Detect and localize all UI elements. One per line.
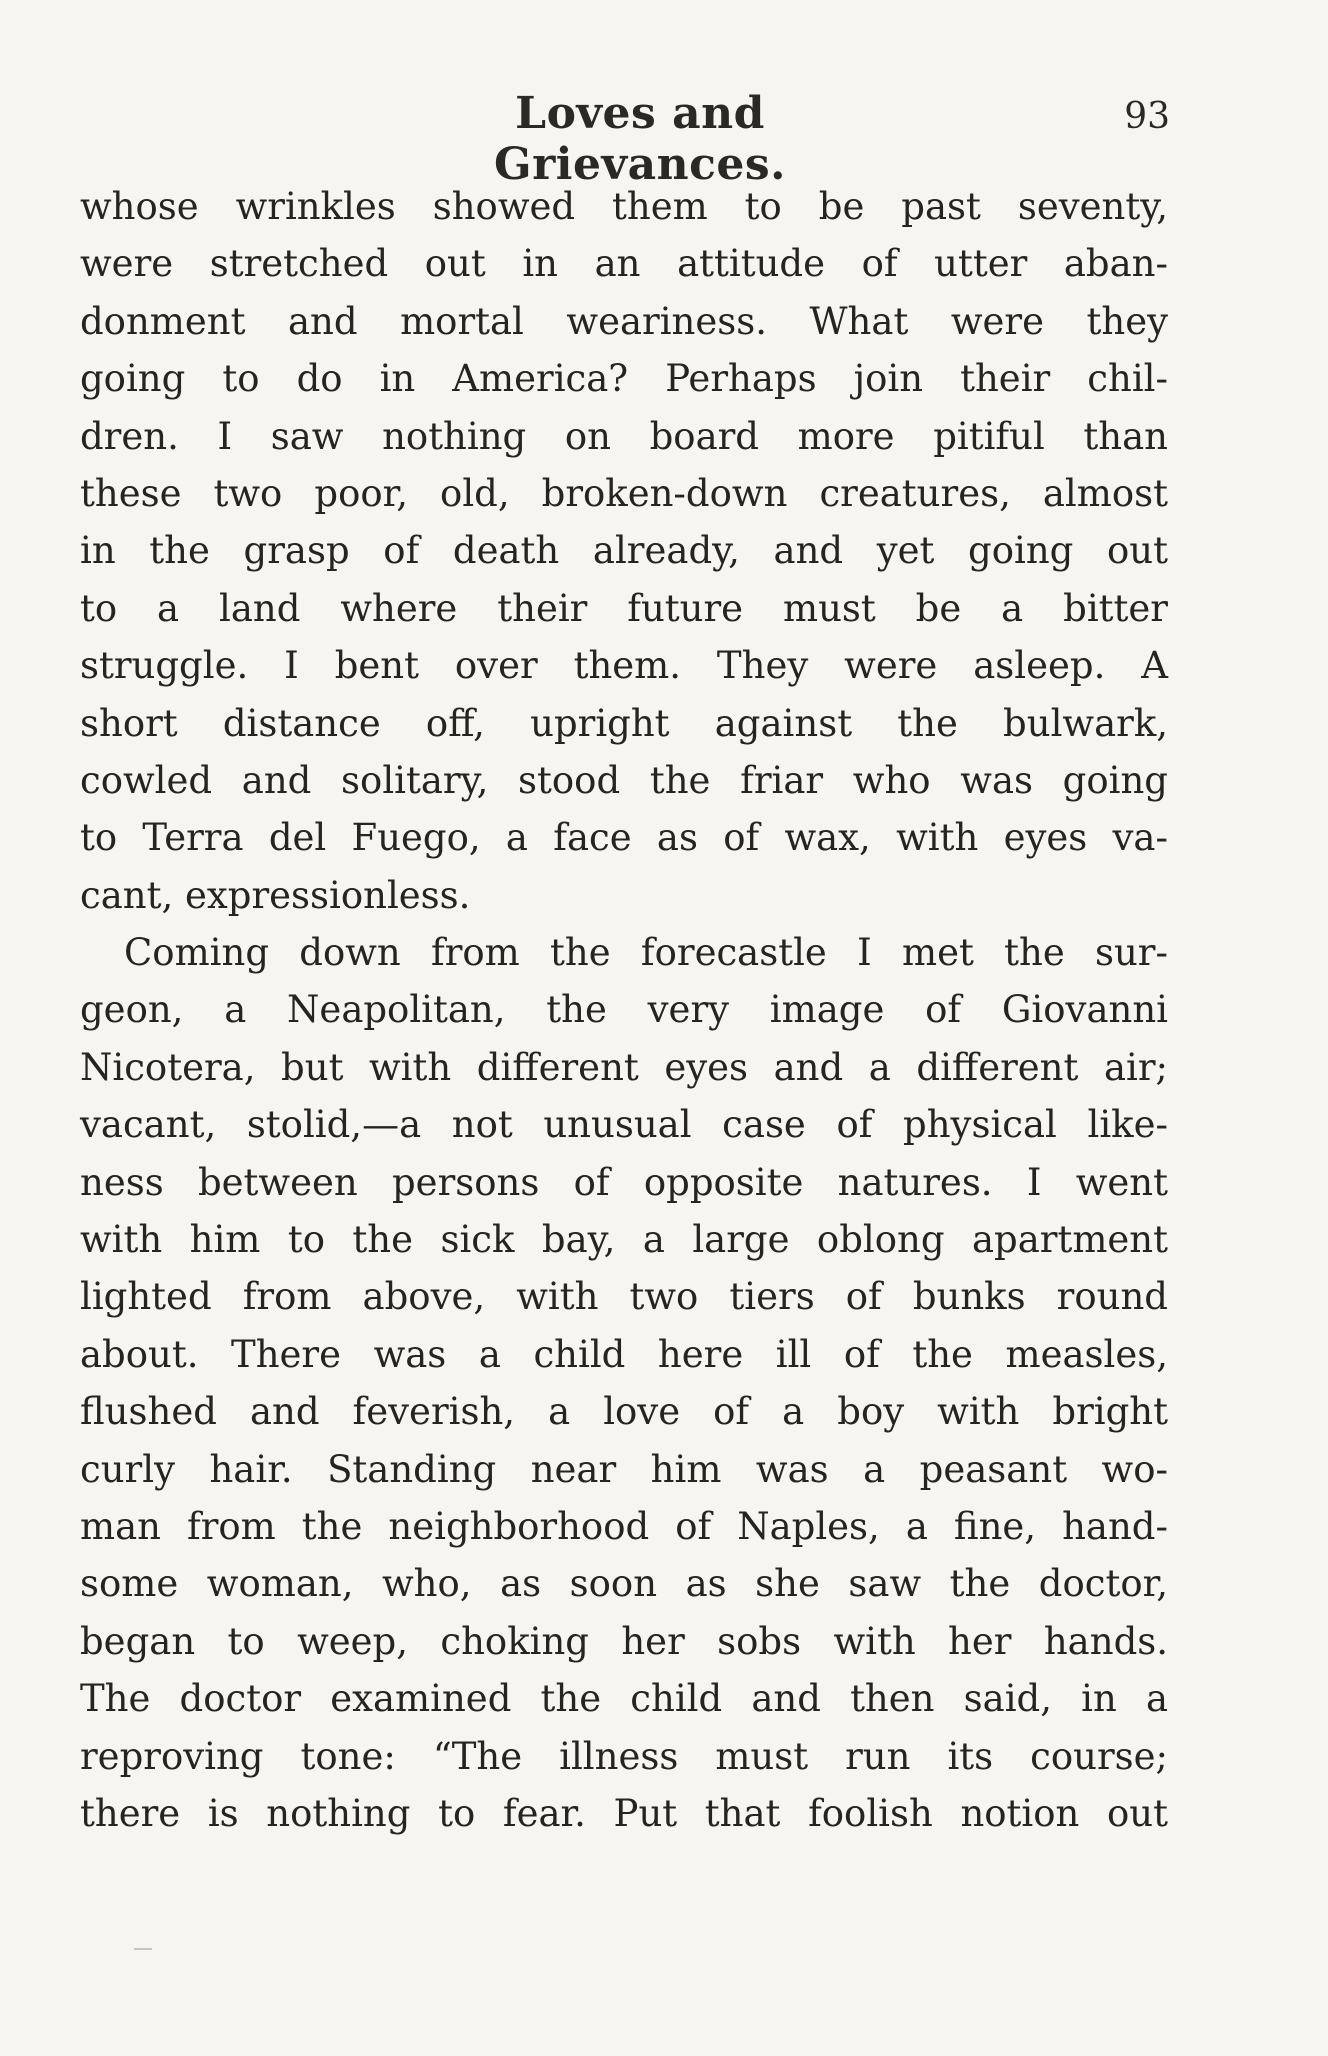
text-line: lighted from above, with two tiers of bunks round [80, 1275, 1168, 1319]
text-line: in the grasp of death already, and yet going out [80, 529, 1168, 573]
text-line: Nicotera, but with different eyes and a different air; [80, 1045, 1168, 1089]
running-head-title: Loves and Grievances. [494, 88, 786, 190]
text-line: The doctor examined the child and then said, in a [80, 1677, 1168, 1721]
page-smudge-mark [134, 1948, 152, 1950]
text-line: reproving tone: “The illness must run its course; [80, 1734, 1168, 1778]
text-line: to Terra del Fuego, a face as of wax, with eyes va- [80, 816, 1168, 860]
text-line: Coming down from the forecastle I met the sur- [124, 931, 1168, 975]
text-line: vacant, stolid,—a not unusual case of physical like- [80, 1103, 1168, 1147]
text-line: to a land where their future must be a bitter [80, 586, 1168, 630]
text-line: struggle. I bent over them. They were asleep. A [80, 644, 1168, 688]
text-line: with him to the sick bay, a large oblong apartment [80, 1218, 1168, 1262]
text-line: whose wrinkles showed them to be past seventy, [80, 185, 1168, 228]
text-line: curly hair. Standing near him was a peasant wo- [80, 1447, 1168, 1491]
text-line: began to weep, choking her sobs with her hands. [80, 1619, 1168, 1663]
text-line: there is nothing to fear. Put that foolish notion out [80, 1791, 1168, 1835]
text-line: man from the neighborhood of Naples, a fine, hand- [80, 1504, 1168, 1548]
text-line: these two poor, old, broken-down creatures, almost [80, 471, 1168, 515]
text-line: some woman, who, as soon as she saw the doctor, [80, 1562, 1168, 1606]
text-line: going to do in America? Perhaps join their chil- [80, 357, 1168, 401]
text-line: geon, a Neapolitan, the very image of Giovanni [80, 988, 1168, 1032]
text-line: cant, expressionless. [80, 873, 471, 917]
text-line: dren. I saw nothing on board more pitiful than [80, 414, 1168, 458]
text-line: flushed and feverish, a love of a boy with bright [80, 1390, 1168, 1434]
text-line: cowled and solitary, stood the friar who was going [80, 758, 1168, 802]
text-line: about. There was a child here ill of the measles, [80, 1332, 1168, 1376]
text-line: ness between persons of opposite natures. I went [80, 1160, 1168, 1204]
text-line: were stretched out in an attitude of utter aban- [80, 242, 1168, 286]
body-text [80, 178, 1168, 1842]
text-line: donment and mortal weariness. What were they [80, 299, 1168, 343]
page-number: 93 [1124, 96, 1170, 137]
text-line: short distance off, upright against the bulwark, [80, 701, 1168, 745]
